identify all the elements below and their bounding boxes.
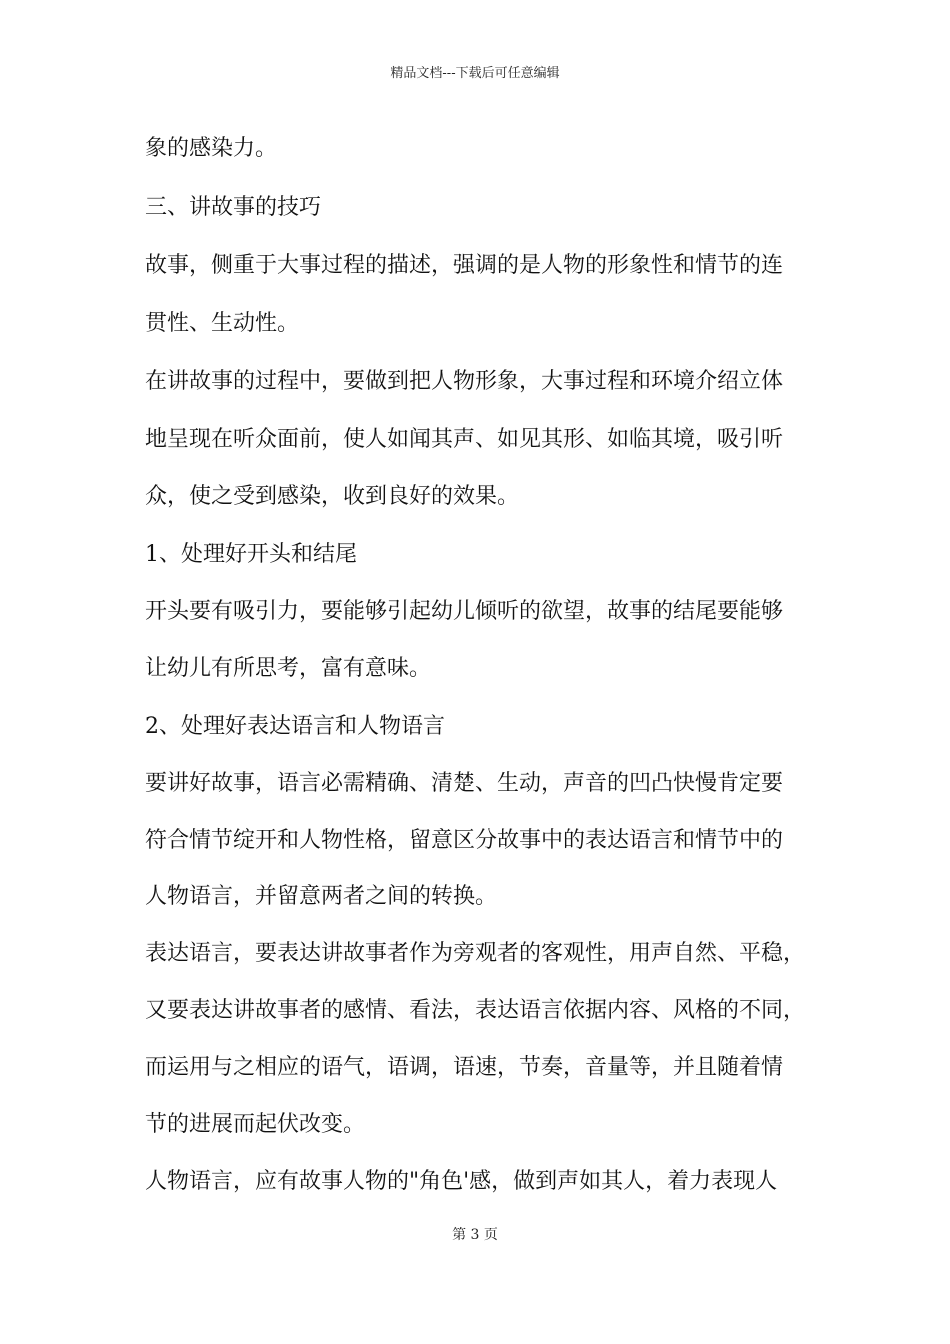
page-header: 精品文档---下载后可任意编辑 (390, 66, 560, 81)
page-number: 第 3 页 (452, 1227, 498, 1243)
text-line: 象的感染力。 (145, 136, 278, 161)
text-line: 而运用与之相应的语气，语调，语速，节奏，音量等，并且随着情 (145, 1055, 784, 1080)
text-line: 人物语言，并留意两者之间的转换。 (145, 884, 498, 909)
text-line: 要讲好故事，语言必需精确、清楚、生动，声音的凹凸快慢肯定要 (145, 771, 784, 796)
text-line: 人物语言，应有故事人物的"角色'感，做到声如其人，着力表现人 (145, 1169, 778, 1194)
text-line: 让幼儿有所思考，富有意味。 (145, 656, 432, 681)
text-line: 开头要有吸引力，要能够引起幼儿倾听的欲望，故事的结尾要能够 (145, 599, 784, 624)
text-line: 地呈现在听众面前，使人如闻其声、如见其形、如临其境，吸引听 (145, 427, 784, 452)
subsection-heading: 1、处理好开头和结尾 (145, 542, 357, 567)
text-line: 节的进展而起伏改变。 (145, 1112, 366, 1137)
section-heading: 三、讲故事的技巧 (145, 195, 322, 220)
text-line: 又要表达讲故事者的感情、看法，表达语言依据内容、风格的不同， (145, 998, 806, 1023)
text-line: 符合情节绽开和人物性格，留意区分故事中的表达语言和情节中的 (145, 828, 784, 853)
text-line: 众，使之受到感染，收到良好的效果。 (145, 484, 520, 509)
text-line: 表达语言，要表达讲故事者作为旁观者的客观性，用声自然、平稳， (145, 941, 806, 966)
subsection-heading: 2、处理好表达语言和人物语言 (145, 714, 445, 739)
text-line: 故事，侧重于大事过程的描述，强调的是人物的形象性和情节的连 (145, 253, 784, 278)
text-line: 在讲故事的过程中，要做到把人物形象，大事过程和环境介绍立体 (145, 369, 784, 394)
text-line: 贯性、生动性。 (145, 311, 300, 336)
